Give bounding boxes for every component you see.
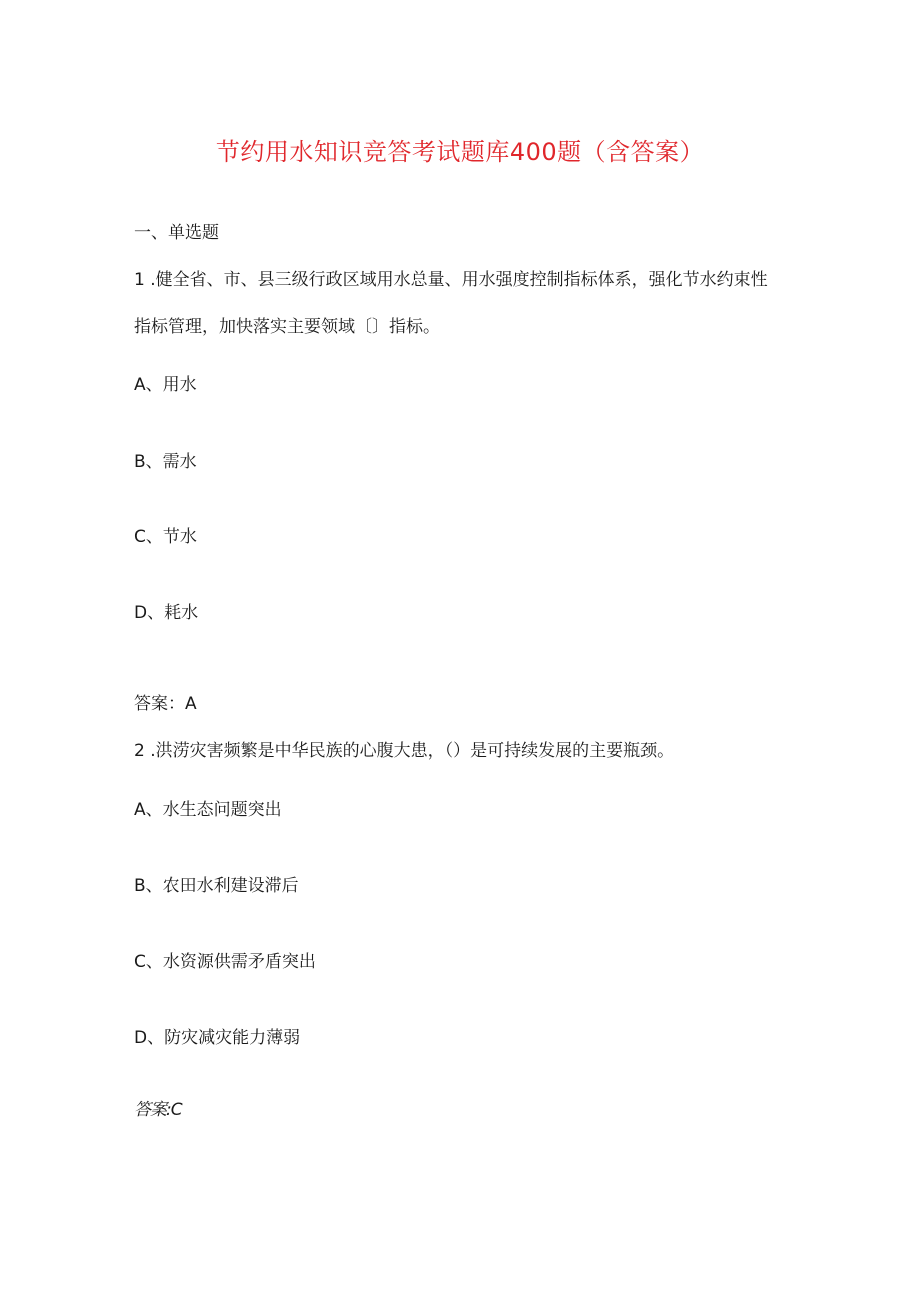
question-1-option-a: A、用水	[134, 375, 197, 395]
question-2-option-a: A、水生态问题突出	[134, 800, 282, 820]
question-1-option-c: C、节水	[134, 527, 197, 547]
question-2-answer: 答案:C	[134, 1100, 182, 1120]
question-2-option-d: D、防灾减灾能力薄弱	[134, 1028, 301, 1048]
question-2-option-c: C、水资源供需矛盾突出	[134, 952, 316, 972]
question-2-option-b: B、农田水利建设滞后	[134, 876, 299, 896]
section-heading: 一、单选题	[134, 223, 219, 243]
question-2-stem-line-1: 2 .洪涝灾害频繁是中华民族的心腹大患，（）是可持续发展的主要瓶颈。	[134, 741, 675, 761]
question-1-option-b: B、需水	[134, 452, 197, 472]
question-1-stem-line-1: 1 .健全省、市、县三级行政区域用水总量、用水强度控制指标体系，强化节水约束性	[134, 270, 768, 290]
question-1-option-d: D、耗水	[134, 603, 199, 623]
question-1-stem-line-2: 指标管理，加快落实主要领域〔〕指标。	[134, 317, 440, 337]
question-1-answer: 答案：A	[134, 694, 197, 714]
document-title: 节约用水知识竞答考试题库400题（含答案）	[215, 138, 705, 166]
